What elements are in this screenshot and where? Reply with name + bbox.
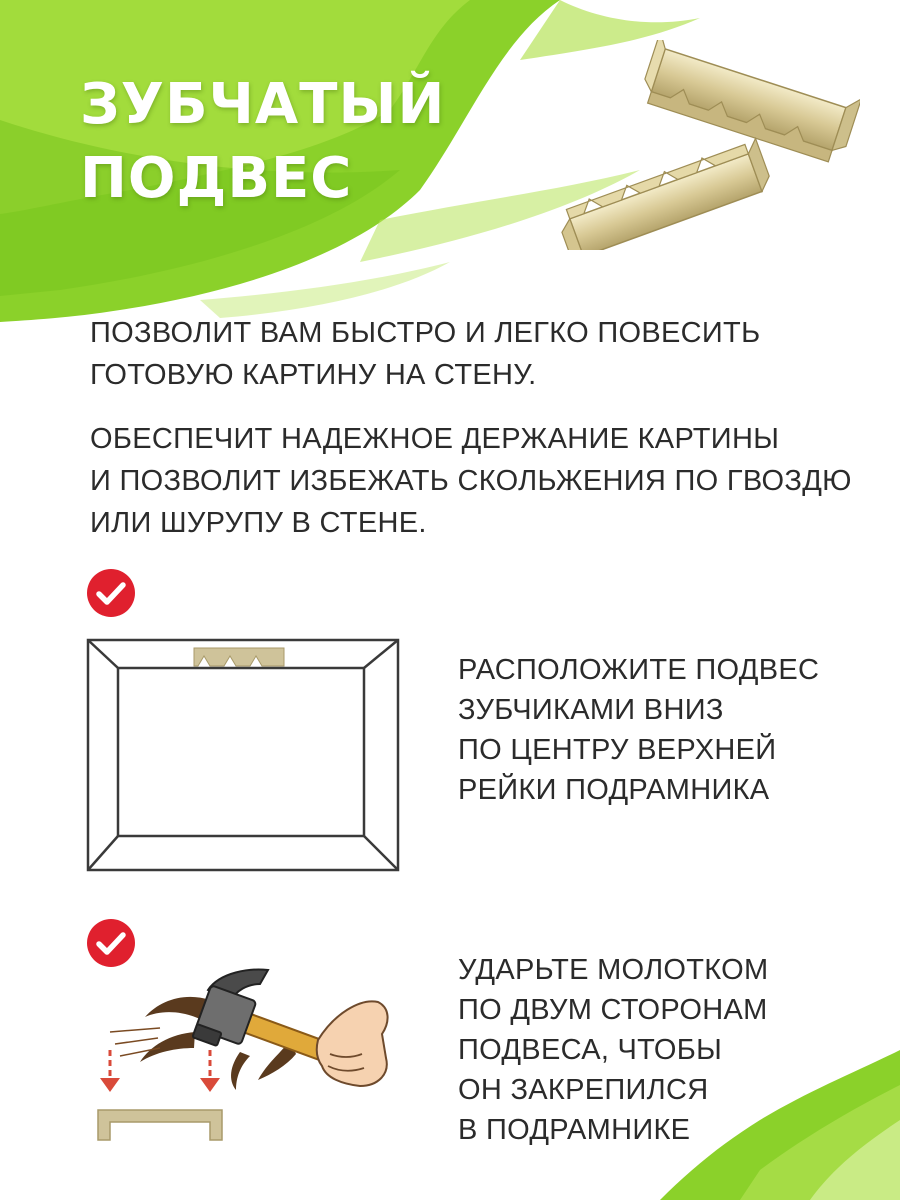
intro-text: И ПОЗВОЛИТ ИЗБЕЖАТЬ СКОЛЬЖЕНИЯ ПО ГВОЗДЮ	[90, 465, 852, 497]
stretcher-frame-illustration	[86, 638, 400, 874]
step-text-line: ПО ДВУМ СТОРОНАМ	[458, 994, 768, 1026]
check-circle-icon	[86, 568, 136, 618]
intro-paragraph-2	[90, 418, 852, 544]
sawtooth-hanger-image	[540, 40, 860, 250]
step-2-text	[458, 950, 768, 1150]
step-text-line: РЕЙКИ ПОДРАМНИКА	[458, 774, 770, 806]
intro-text: ОБЕСПЕЧИТ НАДЕЖНОЕ ДЕРЖАНИЕ КАРТИНЫ	[90, 423, 780, 455]
intro-text: ГОТОВУЮ КАРТИНУ НА СТЕНУ.	[90, 359, 537, 391]
title-line-2: ПОДВЕС	[80, 146, 353, 211]
title-line-1: ЗУБЧАТЫЙ	[80, 72, 446, 137]
hammer-illustration	[90, 962, 410, 1162]
intro-text: ИЛИ ШУРУПУ В СТЕНЕ.	[90, 507, 427, 539]
check-circle-icon	[86, 918, 136, 968]
page-title	[80, 68, 445, 216]
intro-text: ПОЗВОЛИТ ВАМ БЫСТРО И ЛЕГКО ПОВЕСИТЬ	[90, 317, 761, 349]
step-text-line: В ПОДРАМНИКЕ	[458, 1114, 691, 1146]
step-text-line: УДАРЬТЕ МОЛОТКОМ	[458, 954, 769, 986]
intro-paragraph-1	[90, 312, 760, 396]
step-1-text	[458, 650, 819, 810]
step-text-line: ЗУБЧИКАМИ ВНИЗ	[458, 694, 724, 726]
step-text-line: ОН ЗАКРЕПИЛСЯ	[458, 1074, 709, 1106]
step-text-line: ПОДВЕСА, ЧТОБЫ	[458, 1034, 723, 1066]
step-text-line: ПО ЦЕНТРУ ВЕРХНЕЙ	[458, 734, 777, 766]
step-text-line: РАСПОЛОЖИТЕ ПОДВЕС	[458, 654, 820, 686]
